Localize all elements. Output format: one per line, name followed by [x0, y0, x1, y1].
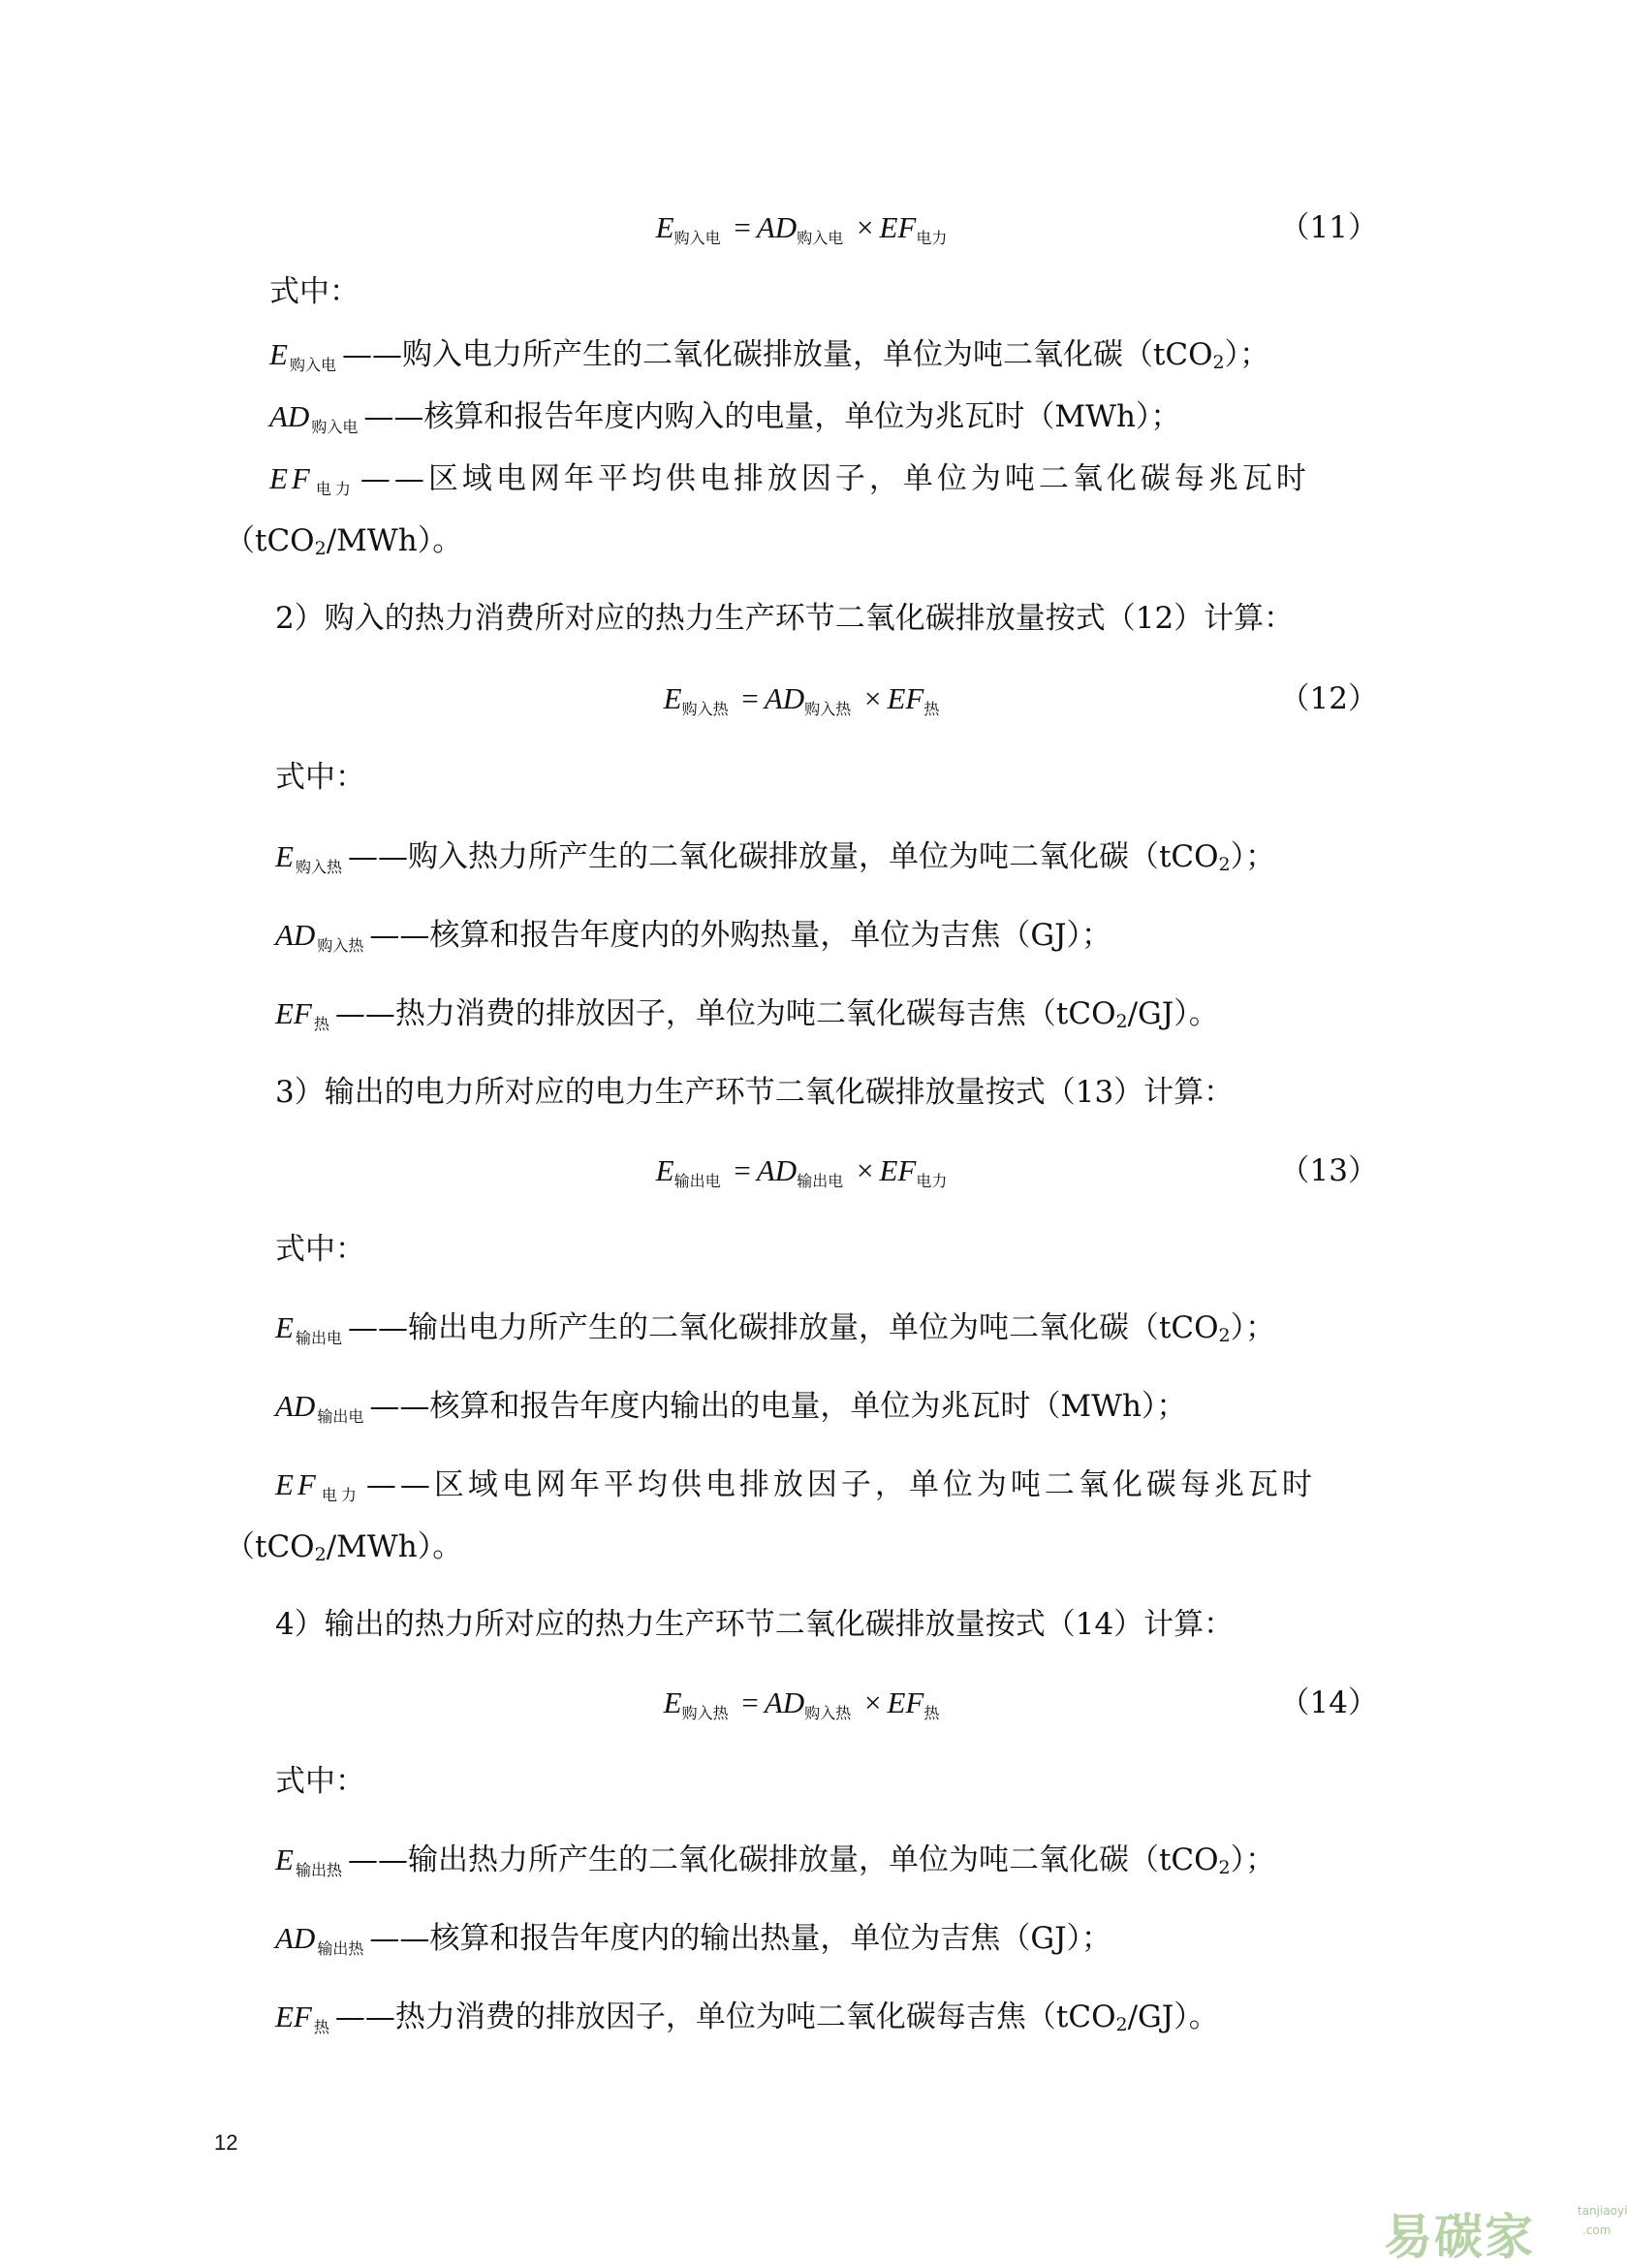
paragraph: 4）输出的热力所对应的热力生产环节二氧化碳排放量按式（14）计算： [275, 1607, 1235, 1642]
watermark-text: 易碳家 [1384, 2209, 1535, 2265]
equation-number-14: （14） [1279, 1685, 1378, 1720]
where-label: 式中： [269, 274, 360, 309]
paragraph: 3）输出的电力所对应的电力生产环节二氧化碳排放量按式（13）计算： [275, 1075, 1235, 1110]
where-label: 式中： [275, 1232, 365, 1267]
definition-line: AD $_{购入电}$ ——核算和报告年度内购入的电量，单位为兆瓦时（MWh）； [269, 399, 1181, 436]
paragraph: 2）购入的热力消费所对应的热力生产环节二氧化碳排放量按式（12）计算： [275, 601, 1295, 636]
definition-line-continued: （tCO$_2$/MWh）。 [225, 1529, 463, 1565]
definition-line: EF $_{电力}$ ——区域电网年平均供电排放因子，单位为吨二氧化碳每兆瓦时 [269, 461, 1310, 498]
definition-line: E $_{购入热}$ ——购入热力所产生的二氧化碳排放量，单位为吨二氧化碳（tCO$_2$）； [275, 839, 1276, 876]
definition-line: AD $_{输出电}$ ——核算和报告年度内输出的电量，单位为兆瓦时（MWh）； [275, 1389, 1187, 1426]
definition-line: EF $_{电力}$ ——区域电网年平均供电排放因子，单位为吨二氧化碳每兆瓦时 [275, 1467, 1316, 1504]
definition-line: E $_{购入电}$ ——购入电力所产生的二氧化碳排放量，单位为吨二氧化碳（tCO$_2$）； [269, 337, 1270, 374]
page-number: 12 [214, 2130, 238, 2155]
watermark-domain: tanjiaoyi [1578, 2204, 1627, 2218]
formula-11: E购入电 = AD购入电 × EF电力 [655, 210, 948, 247]
definition-line: E $_{输出热}$ ——输出热力所产生的二氧化碳排放量，单位为吨二氧化碳（tCO$_2$）； [275, 1843, 1276, 1879]
definition-line: EF $_热$ ——热力消费的排放因子，单位为吨二氧化碳每吉焦（tCO$_2$/GJ）。 [275, 2000, 1219, 2036]
formula-12: E购入热 = AD购入热 × EF热 [663, 681, 940, 718]
definition-line: E $_{输出电}$ ——输出电力所产生的二氧化碳排放量，单位为吨二氧化碳（tCO$_2$）； [275, 1310, 1276, 1347]
where-label: 式中： [275, 1764, 365, 1799]
watermark-tld: .com [1582, 2223, 1611, 2237]
definition-line-continued: （tCO$_2$/MWh）。 [225, 523, 463, 559]
definition-line: AD $_{购入热}$ ——核算和报告年度内的外购热量，单位为吉焦（GJ）； [275, 918, 1112, 955]
watermark-logo [1384, 2198, 1627, 2265]
equation-number-13: （13） [1279, 1153, 1378, 1188]
equation-number-12: （12） [1279, 681, 1378, 716]
equation-number-11: （11） [1279, 210, 1378, 245]
definition-line: AD $_{输出热}$ ——核算和报告年度内的输出热量，单位为吉焦（GJ）； [275, 1921, 1112, 1958]
definition-line: EF $_热$ ——热力消费的排放因子，单位为吨二氧化碳每吉焦（tCO$_2$/GJ）。 [275, 996, 1219, 1033]
formula-13: E输出电 = AD输出电 × EF电力 [655, 1153, 948, 1190]
where-label: 式中： [275, 760, 365, 795]
formula-14: E购入热 = AD购入热 × EF热 [663, 1685, 940, 1722]
